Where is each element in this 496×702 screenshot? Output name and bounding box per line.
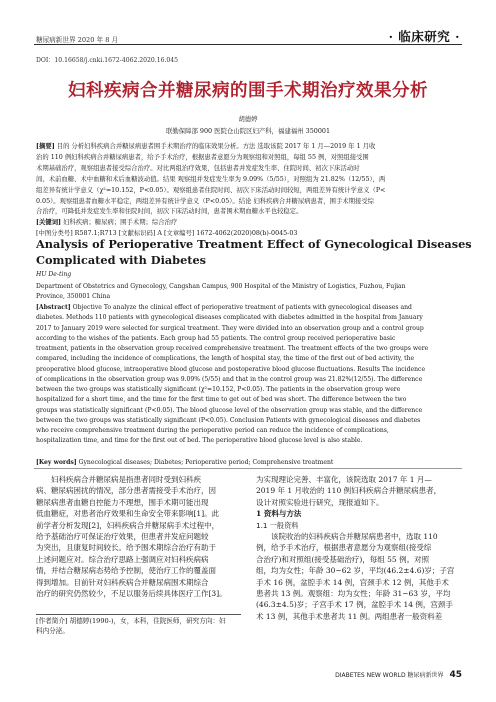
body-line: 妇科疾病合并糖尿病是指患者同时受到妇科疾 [36,475,201,484]
cn-abstract-line: 术期基础治疗，观察组患者接受综合治疗。对比两组治疗效果，包括患者并发症发生率、住院时间、初次下床活动时 [36,164,360,172]
en-abstract-line: who receive comprehensive treatment during the perioperative period can reduce the incidence of complications, [36,427,389,434]
article-title: 妇科疾病合并糖尿病的围手术期治疗效果分析 [68,81,428,101]
body-line: 合治疗)和对照组(接受基础治疗)，每组 55 例。对照 [256,554,430,564]
body-line: 前学者分析发现[2]，妇科疾病合并糖尿病手术过程中， [36,520,220,530]
en-abstract-line: hospitalized for a short time, and the time for the first time to get out of bed was short. The difference between the two [36,396,407,404]
author: 胡德婷 [238,115,258,123]
body-line: 病、糖尿病困扰的情况，部分患者需接受手术治疗，因 [36,486,216,496]
body-line: 给予基础治疗可保证治疗效果，但患者并发症问题较 [36,532,209,542]
subsection-heading: 1.1 一般资料 [256,520,299,530]
body-line: 低血糖症，对患者治疗效果和生命安全带来影响[1]。此 [36,509,220,519]
body-line: 术 13 例，其他手术患者共 11 例。两组患者一般资料差 [256,611,443,621]
body-line: 手术 16 例，盆腔手术 14 例，宫颈手术 12 例，其他手术 [256,577,449,587]
cn-abstract-line: 治的 110 例妇科疾病合并糖尿病患者，给予手术治疗，根据患者意愿分为观察组和对照组，每组 55 例，对照组接受围 [36,153,369,161]
body-line: 糖尿病患者血糖自控能力不理想，围手术期可能出现 [36,497,209,507]
body-line: 为突出，且康复时间较长。给予围术期综合治疗有助于 [36,543,216,553]
journal-header: 糖尿病新世界 2020 年 8 月 [36,36,119,44]
en-abstract-line: treatment, patients in the observation group received comprehensive treatment. The treatment effects of the two groups were [36,345,429,352]
body-line: 得到增加。目前针对妇科疾病合并糖尿病围术期综合 [36,577,209,587]
author-footnote: [作者简介] 胡德婷(1990-)，女，本科，住院医师，研究方向：妇 科内分泌。 [36,617,226,635]
body-line: 情，并结合糖尿病态势给予控制，使治疗工作的覆盖面 [36,566,216,576]
en-abstract-line: groups was statistically significant (P<0.05). The blood glucose level of the observation group was stable, and the difference [36,406,423,414]
footnote-rule [36,614,241,615]
english-author: HU De-ting [36,271,72,278]
body-line: 治疗的研究仍然较少，不足以服务后续具体医疗工作[3]。 [36,589,227,599]
body-line: 为实现理论完善、丰富化，该院选取 2017 年 1 月— [256,475,432,484]
body-line: 2019 年 1 月收治的 110 例妇科疾病合并糖尿病患者， [256,486,442,496]
en-abstract-line: according to the wishes of the patients. Each group had 55 patients. The control group received perioperative basic [36,334,396,342]
cn-abstract-line: 0.05）。观察组患者血糖水平稳定，两组差异有统计学意义（P<0.05）。结论 妇科疾病合并糖尿病患者，围手术期接受综 [36,197,375,205]
english-title: Analysis of Perioperative Treatment Effect of Gynecological Diseases Complicated with Diabetes [36,237,472,267]
en-abstract-line: diabetes. Methods 110 patients with gynecological diseases complicated with diabetes admitted in the hospital from January [36,314,423,322]
chinese-abstract [36,142,462,240]
cn-abstract-line: 间、术前血糖、术中血糖和术后血糖波动值。结果 观察组并发症发生率为 9.09%（5/55），对照组为 21.82%（12/55），两 [36,175,386,183]
body-line: 该院收治的妇科疾病合并糖尿病患者中，选取 110 [256,532,438,542]
cn-keywords: [关键词] 妇科疾病；糖尿病；围手术期；综合治疗 [36,219,178,227]
header-rule [34,44,462,45]
body-line: 组，均为女性；年龄 30~62 岁，平均(46.2±4.6)岁；子宫 [256,566,455,576]
en-abstract-line: 2017 to January 2019 were selected for surgical treatment. They were divided into an observation group and a control group [36,324,424,332]
cn-abstract-line: [摘要] 目的 分析妇科疾病合并糖尿病患者围手术期治疗的临床效果分析。方法 选取该院 2017 年 1 月—2019 年 1 月收 [36,143,376,150]
section-divider [34,468,462,469]
section-heading: 1 资料与方法 [256,509,302,519]
en-abstract-line: [Abstract] Objective To analyze the clinical effect of perioperative treatment of patients with gynecological diseases and [36,304,412,311]
body-line: (46.3±4.5)岁；子宫手术 17 例，盆腔手术 14 例，宫颈手 [256,600,453,610]
english-keywords: [Key words] Gynecological diseases; Diabetes; Perioperative period; Comprehensive treatment [36,459,334,466]
page-footer: DIABETES NEW WORLD 糖尿病新世界 45 [335,670,462,680]
body-line: 设计对照实验进行研究，现报道如下。 [256,497,384,507]
cn-abstract-line: 组差异有统计学意义（χ²=10.152，P<0.05）。观察组患者住院时间、初次下床活动时间较短，两组差异有统计学意义（P< [36,186,386,194]
page-number: 45 [449,670,462,680]
classification-line: [中图分类号] R587.1;R713 [文献标识码] A [文章编号] 1672-4062(2020)08(b)-0045-03 [36,230,298,238]
en-abstract-line: between the two groups was statistically significant (P<0.05). Conclusion Patients with gynecological diseases and diabetes [36,416,421,424]
body-line: 例，给予手术治疗，根据患者意愿分为观察组(接受综 [256,543,432,553]
right-column [256,474,464,622]
section-label: · 临床研究 · [388,29,460,44]
english-department: Department of Obstetrics and Gynecology, Cangshan Campus, 900 Hospital of the Ministry of Logistics, Fuzhou, Fujian Province, 350001 China [36,283,406,301]
affiliation: 联勤保障部 900 医院仓山院区妇产科，福建福州 350001 [165,127,331,135]
en-abstract-line: between the two groups was statistically significant (χ²=10.152, P<0.05). The patients in the observation group were [36,386,401,393]
body-line: 患者共 13 例。观察组：均为女性；年龄 31~63 岁，平均 [256,589,451,599]
english-abstract [36,303,464,447]
body-line: 上述问题应对。综合治疗思路上强调应对妇科疾病病 [36,554,209,564]
en-abstract-line: preoperative blood glucose, intraoperative blood glucose and postoperative blood glucose fluctuations. Results The incidence [36,365,426,373]
en-abstract-line: of complications in the observation group was 9.09% (5/55) and that in the control group was 21.82%(12/55). The difference [36,375,423,383]
doi: DOI：10.16658/j.cnki.1672-4062.2020.16.045 [36,57,179,64]
en-abstract-line: hospitalization time, and time for the first out of bed. The perioperative blood glucose level is also stable. [36,437,363,445]
en-abstract-line: compared, including the incidence of complications, the length of hospital stay, the time of the first out of bed activity, the [36,355,415,363]
left-column [36,474,241,599]
cn-abstract-line: 合治疗，可降低并发症发生率和住院时间，初次下床活动时间，患者围术期血糖水平也较稳定。 [36,208,303,216]
